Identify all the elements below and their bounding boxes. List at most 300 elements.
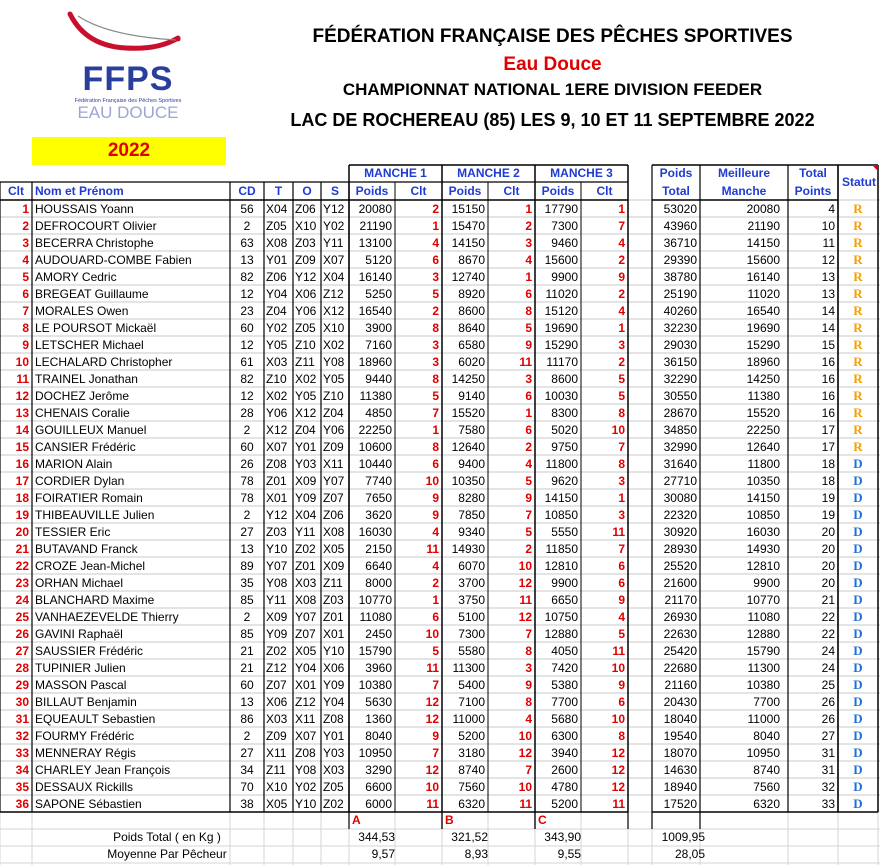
row-meilleure: 15600: [746, 253, 780, 267]
row-o: Z12: [295, 695, 316, 709]
row-poids-m2: 12740: [451, 270, 485, 284]
footer-label-b: B: [445, 813, 454, 827]
row-points: 19: [821, 508, 835, 522]
row-points: 11: [822, 236, 835, 250]
footer-moyenne-m1: 9,57: [371, 847, 395, 861]
row-poids-m2: 6580: [458, 338, 485, 352]
row-statut: R: [853, 269, 863, 284]
manche3-poids-header: Poids: [541, 184, 575, 198]
row-s: X12: [323, 304, 345, 318]
footer-poids-total-label: Poids Total ( en Kg ): [113, 830, 221, 844]
row-o: Y04: [295, 661, 317, 675]
poids-total-header-2: Total: [662, 184, 690, 198]
row-points: 16: [821, 355, 835, 369]
manche2-header: MANCHE 2: [457, 166, 520, 180]
row-clt-m1: 10: [425, 474, 439, 488]
row-t: X12: [266, 423, 288, 437]
row-o: Y01: [295, 440, 317, 454]
row-name: MASSON Pascal: [35, 678, 127, 692]
row-t: Z03: [266, 525, 287, 539]
row-poids-m2: 8920: [458, 287, 485, 301]
row-poids-m3: 9900: [551, 270, 578, 284]
row-poids-total: 38780: [663, 270, 697, 284]
row-o: Z04: [295, 423, 316, 437]
row-poids-m1: 9440: [365, 372, 392, 386]
row-meilleure: 19690: [746, 321, 780, 335]
row-poids-m3: 6650: [551, 593, 578, 607]
row-t: X03: [266, 355, 288, 369]
row-t: X10: [266, 780, 288, 794]
row-cd: 85: [240, 593, 254, 607]
row-poids-m1: 11380: [359, 389, 392, 403]
row-clt-m2: 3: [525, 661, 532, 675]
row-points: 33: [821, 797, 835, 811]
row-poids-m3: 10030: [544, 389, 578, 403]
row-name: CROZE Jean-Michel: [35, 559, 146, 573]
row-clt-m1: 4: [432, 525, 439, 539]
row-o: Z02: [295, 542, 316, 556]
row-t: X01: [266, 491, 288, 505]
row-clt-m1: 9: [432, 491, 439, 505]
row-clt: 12: [15, 389, 29, 403]
row-clt-m2: 5: [525, 525, 532, 539]
row-points: 12: [821, 253, 835, 267]
row-statut: D: [853, 762, 863, 777]
row-s: Y01: [323, 729, 345, 743]
row-cd: 82: [240, 270, 254, 284]
federation-title: FÉDÉRATION FRANÇAISE DES PÊCHES SPORTIVES: [312, 26, 793, 47]
row-t: Y02: [266, 321, 288, 335]
row-cd: 78: [240, 474, 254, 488]
venue-title: LAC DE ROCHEREAU (85) LES 9, 10 ET 11 SEPTEMBRE 2022: [290, 110, 815, 130]
row-poids-m2: 5580: [458, 644, 485, 658]
row-clt: 25: [15, 610, 29, 624]
row-clt-m1: 5: [432, 287, 439, 301]
row-cd: 38: [240, 797, 254, 811]
row-clt: 26: [15, 627, 29, 641]
row-s: X07: [323, 253, 345, 267]
row-cd: 61: [240, 355, 254, 369]
row-cd: 27: [240, 746, 254, 760]
row-poids-m2: 9140: [458, 389, 485, 403]
row-poids-total: 40260: [663, 304, 697, 318]
row-statut: D: [853, 728, 863, 743]
footer-poids-total-m1: 344,53: [358, 830, 395, 844]
row-poids-m1: 11080: [359, 610, 392, 624]
row-cd: 2: [243, 423, 251, 437]
row-t: X04: [266, 202, 288, 216]
row-poids-m3: 9460: [551, 236, 578, 250]
row-statut: D: [853, 456, 863, 471]
row-o: X10: [295, 219, 317, 233]
row-poids-m1: 18960: [358, 355, 392, 369]
row-meilleure: 10350: [746, 474, 780, 488]
row-clt-m2: 12: [518, 746, 532, 760]
statut-header: Statut: [842, 175, 876, 189]
row-poids-m1: 5120: [365, 253, 392, 267]
row-o: Y12: [295, 270, 317, 284]
row-statut: D: [853, 473, 863, 488]
row-s: X01: [323, 627, 345, 641]
logo-acronym: FFPS: [82, 60, 174, 98]
row-clt-m3: 11: [612, 797, 625, 811]
row-meilleure: 11300: [747, 661, 780, 675]
row-poids-m1: 10380: [358, 678, 392, 692]
row-poids-m1: 1360: [365, 712, 392, 726]
row-clt-m1: 3: [432, 355, 439, 369]
row-poids-total: 28930: [663, 542, 697, 556]
row-name: HOUSSAIS Yoann: [35, 202, 134, 216]
row-poids-m3: 5200: [551, 797, 578, 811]
row-clt-m2: 3: [525, 236, 532, 250]
row-o: X06: [295, 287, 317, 301]
row-meilleure: 12810: [746, 559, 780, 573]
footer-label-a: A: [352, 813, 361, 827]
row-clt-m2: 12: [518, 576, 532, 590]
row-clt-m2: 8: [525, 304, 532, 318]
row-name: BECERRA Christophe: [35, 236, 154, 250]
row-clt-m1: 11: [426, 542, 439, 556]
row-s: Z12: [323, 287, 344, 301]
row-t: Z04: [266, 304, 287, 318]
row-clt-m3: 2: [618, 287, 625, 301]
row-clt-m3: 11: [612, 644, 625, 658]
row-clt-m3: 7: [618, 219, 625, 233]
row-clt: 29: [15, 678, 29, 692]
row-s: Y10: [323, 644, 345, 658]
discipline-title: Eau Douce: [503, 54, 602, 75]
row-clt: 13: [15, 406, 29, 420]
row-poids-total: 32230: [663, 321, 697, 335]
row-t: Z09: [266, 729, 287, 743]
row-clt-m2: 10: [518, 729, 532, 743]
row-poids-m1: 13100: [358, 236, 392, 250]
row-statut: D: [853, 541, 863, 556]
row-clt-m2: 6: [525, 287, 532, 301]
row-s: Y04: [323, 695, 345, 709]
row-o: Z10: [295, 338, 316, 352]
row-clt-m1: 1: [432, 593, 439, 607]
row-clt-m3: 2: [618, 253, 625, 267]
row-clt-m1: 4: [432, 236, 439, 250]
row-points: 18: [821, 474, 835, 488]
row-clt-m1: 11: [426, 797, 439, 811]
row-cd: 56: [240, 202, 254, 216]
row-poids-m2: 8670: [458, 253, 485, 267]
row-poids-total: 36150: [663, 355, 697, 369]
row-poids-m3: 7420: [551, 661, 578, 675]
row-poids-total: 36710: [663, 236, 697, 250]
row-clt-m2: 1: [525, 202, 532, 216]
row-poids-m1: 2450: [365, 627, 392, 641]
row-cd: 12: [240, 389, 254, 403]
row-meilleure: 11380: [747, 389, 780, 403]
row-poids-m2: 6070: [458, 559, 485, 573]
row-s: X06: [323, 661, 345, 675]
row-statut: R: [853, 439, 863, 454]
row-poids-m1: 15790: [358, 644, 392, 658]
row-poids-m2: 15470: [451, 219, 485, 233]
o-header: O: [302, 184, 312, 198]
t-header: T: [274, 184, 283, 198]
row-clt-m3: 1: [618, 321, 625, 335]
row-poids-total: 26930: [663, 610, 697, 624]
row-t: X11: [266, 746, 287, 760]
row-name: BILLAUT Benjamin: [35, 695, 137, 709]
row-meilleure: 14930: [746, 542, 780, 556]
row-clt-m3: 8: [618, 406, 625, 420]
row-name: CHARLEY Jean François: [35, 763, 171, 777]
row-poids-m3: 11020: [545, 287, 578, 301]
row-clt-m3: 10: [611, 661, 625, 675]
row-cd: 85: [240, 627, 254, 641]
row-s: Z02: [323, 797, 344, 811]
row-points: 14: [821, 304, 835, 318]
row-cd: 35: [240, 576, 254, 590]
row-poids-m2: 5400: [458, 678, 485, 692]
row-meilleure: 10770: [746, 593, 780, 607]
row-statut: D: [853, 779, 863, 794]
row-poids-m3: 4050: [551, 644, 578, 658]
row-clt-m1: 5: [432, 389, 439, 403]
row-poids-m2: 5200: [458, 729, 485, 743]
row-poids-m3: 15290: [544, 338, 578, 352]
row-name: LETSCHER Michael: [35, 338, 144, 352]
row-poids-m3: 2600: [551, 763, 578, 777]
row-t: X05: [266, 797, 288, 811]
row-poids-total: 29030: [663, 338, 697, 352]
row-t: Z02: [266, 644, 287, 658]
row-name: VANHAEZEVELDE Thierry: [35, 610, 179, 624]
row-clt-m2: 9: [525, 678, 532, 692]
row-s: Y02: [323, 219, 345, 233]
row-poids-m1: 22250: [358, 423, 392, 437]
row-poids-total: 21600: [663, 576, 697, 590]
row-points: 4: [828, 202, 835, 216]
row-clt-m3: 12: [611, 763, 625, 777]
row-cd: 70: [240, 780, 254, 794]
row-clt-m3: 1: [618, 202, 625, 216]
row-clt: 23: [15, 576, 29, 590]
row-poids-total: 27710: [663, 474, 697, 488]
row-cd: 12: [240, 338, 254, 352]
row-poids-m1: 3900: [365, 321, 392, 335]
row-poids-total: 30550: [663, 389, 697, 403]
row-o: Y06: [295, 304, 317, 318]
row-poids-m3: 4780: [551, 780, 578, 794]
footer-moyenne-label: Moyenne Par Pêcheur: [107, 847, 227, 861]
row-clt: 20: [15, 525, 29, 539]
row-statut: R: [853, 405, 863, 420]
row-name: MARION Alain: [35, 457, 113, 471]
row-clt: 36: [15, 797, 29, 811]
name-header: Nom et Prénom: [35, 184, 124, 198]
row-meilleure: 11080: [747, 610, 780, 624]
row-t: X02: [266, 389, 288, 403]
row-poids-m2: 8640: [458, 321, 485, 335]
row-cd: 23: [240, 304, 254, 318]
row-meilleure: 16540: [746, 304, 780, 318]
row-s: Y09: [323, 678, 345, 692]
row-cd: 27: [240, 525, 254, 539]
row-clt-m3: 9: [618, 270, 625, 284]
row-clt-m3: 5: [618, 627, 625, 641]
row-points: 22: [821, 627, 835, 641]
row-statut: R: [853, 337, 863, 352]
row-poids-total: 32990: [663, 440, 697, 454]
row-t: Y08: [266, 576, 288, 590]
footer-poids-total-m2: 321,52: [451, 830, 488, 844]
row-o: Y10: [295, 797, 317, 811]
row-t: Y04: [266, 287, 288, 301]
row-clt: 6: [22, 287, 29, 301]
row-clt-m3: 6: [618, 695, 625, 709]
row-clt-m1: 1: [432, 423, 439, 437]
row-clt: 21: [15, 542, 29, 556]
row-s: Z03: [323, 593, 344, 607]
row-name: SAUSSIER Frédéric: [35, 644, 144, 658]
row-t: Z08: [266, 457, 287, 471]
row-clt-m2: 2: [525, 219, 532, 233]
row-statut: D: [853, 575, 863, 590]
row-clt-m3: 2: [618, 355, 625, 369]
row-meilleure: 12880: [746, 627, 780, 641]
row-clt-m1: 8: [432, 440, 439, 454]
row-cd: 12: [240, 287, 254, 301]
manche1-header: MANCHE 1: [364, 166, 427, 180]
row-clt-m3: 3: [618, 474, 625, 488]
row-points: 27: [821, 729, 835, 743]
row-cd: 60: [240, 678, 254, 692]
row-statut: D: [853, 660, 863, 675]
row-points: 16: [821, 389, 835, 403]
row-clt-m3: 12: [611, 746, 625, 760]
row-clt-m2: 4: [525, 712, 532, 726]
row-clt: 2: [22, 219, 29, 233]
footer-poids-total-m3: 343,90: [544, 830, 581, 844]
row-meilleure: 11800: [747, 457, 780, 471]
row-t: Z05: [266, 219, 287, 233]
row-t: Y07: [266, 559, 288, 573]
row-clt-m3: 9: [618, 593, 625, 607]
row-clt: 10: [15, 355, 29, 369]
row-clt-m2: 2: [525, 440, 532, 454]
row-name: GAVINI Raphaël: [35, 627, 123, 641]
row-s: X11: [323, 457, 344, 471]
row-poids-m1: 6600: [365, 780, 392, 794]
row-clt-m2: 3: [525, 372, 532, 386]
row-o: Z01: [295, 559, 316, 573]
row-clt-m2: 8: [525, 644, 532, 658]
row-meilleure: 15520: [746, 406, 780, 420]
row-meilleure: 21190: [747, 219, 780, 233]
row-points: 14: [821, 321, 835, 335]
row-poids-m3: 11850: [545, 542, 578, 556]
row-s: X02: [323, 338, 345, 352]
row-o: X01: [295, 678, 317, 692]
row-points: 31: [821, 746, 835, 760]
row-poids-total: 53020: [663, 202, 697, 216]
row-meilleure: 12640: [746, 440, 780, 454]
row-poids-total: 18940: [663, 780, 697, 794]
row-clt-m1: 6: [432, 457, 439, 471]
manche1-clt-header: Clt: [410, 184, 427, 198]
row-poids-m2: 14930: [451, 542, 485, 556]
row-poids-m1: 8000: [365, 576, 392, 590]
row-statut: R: [853, 354, 863, 369]
row-name: BUTAVAND Franck: [35, 542, 138, 556]
row-meilleure: 14250: [746, 372, 780, 386]
row-poids-m2: 11300: [452, 661, 485, 675]
row-clt: 30: [15, 695, 29, 709]
row-name: THIBEAUVILLE Julien: [35, 508, 155, 522]
row-statut: D: [853, 694, 863, 709]
row-poids-m3: 10850: [544, 508, 578, 522]
row-poids-m1: 20080: [358, 202, 392, 216]
row-cd: 21: [240, 644, 254, 658]
row-meilleure: 14150: [746, 491, 780, 505]
row-poids-m2: 7560: [458, 780, 485, 794]
row-o: X08: [295, 593, 317, 607]
row-clt-m3: 12: [611, 780, 625, 794]
row-poids-m2: 10350: [451, 474, 485, 488]
row-points: 16: [821, 406, 835, 420]
row-meilleure: 11020: [747, 287, 780, 301]
row-clt-m1: 12: [425, 763, 439, 777]
footer-poids-total-all: 1009,95: [661, 830, 705, 844]
row-clt-m3: 7: [618, 440, 625, 454]
row-clt-m2: 8: [525, 695, 532, 709]
row-meilleure: 7560: [753, 780, 780, 794]
row-poids-m1: 3960: [365, 661, 392, 675]
row-points: 10: [821, 219, 835, 233]
row-clt: 35: [15, 780, 29, 794]
row-s: Y07: [323, 474, 345, 488]
row-poids-total: 34850: [663, 423, 697, 437]
row-s: Z08: [323, 712, 344, 726]
row-o: X07: [295, 729, 317, 743]
row-poids-total: 30920: [663, 525, 697, 539]
row-statut: R: [853, 303, 863, 318]
row-t: X03: [266, 712, 288, 726]
row-poids-m1: 10440: [358, 457, 392, 471]
row-meilleure: 15290: [746, 338, 780, 352]
row-poids-total: 22630: [663, 627, 697, 641]
row-clt-m2: 12: [518, 610, 532, 624]
row-points: 22: [821, 610, 835, 624]
row-statut: D: [853, 796, 863, 811]
row-poids-m2: 3180: [458, 746, 485, 760]
row-poids-m3: 8600: [551, 372, 578, 386]
row-clt: 1: [22, 202, 29, 216]
row-meilleure: 16140: [746, 270, 780, 284]
row-name: LE POURSOT Mickaël: [35, 321, 157, 335]
manche1-poids-header: Poids: [355, 184, 389, 198]
row-clt-m2: 5: [525, 321, 532, 335]
row-poids-m2: 14150: [451, 236, 485, 250]
row-s: Z05: [323, 780, 344, 794]
row-t: X07: [266, 440, 288, 454]
row-clt-m3: 5: [618, 372, 625, 386]
row-o: Z11: [295, 355, 315, 369]
row-t: Z01: [266, 474, 287, 488]
row-meilleure: 10380: [746, 678, 780, 692]
row-clt-m1: 8: [432, 372, 439, 386]
row-poids-m3: 6300: [551, 729, 578, 743]
footer-moyenne-m3: 9,55: [557, 847, 581, 861]
row-statut: D: [853, 558, 863, 573]
row-name: FOIRATIER Romain: [35, 491, 143, 505]
